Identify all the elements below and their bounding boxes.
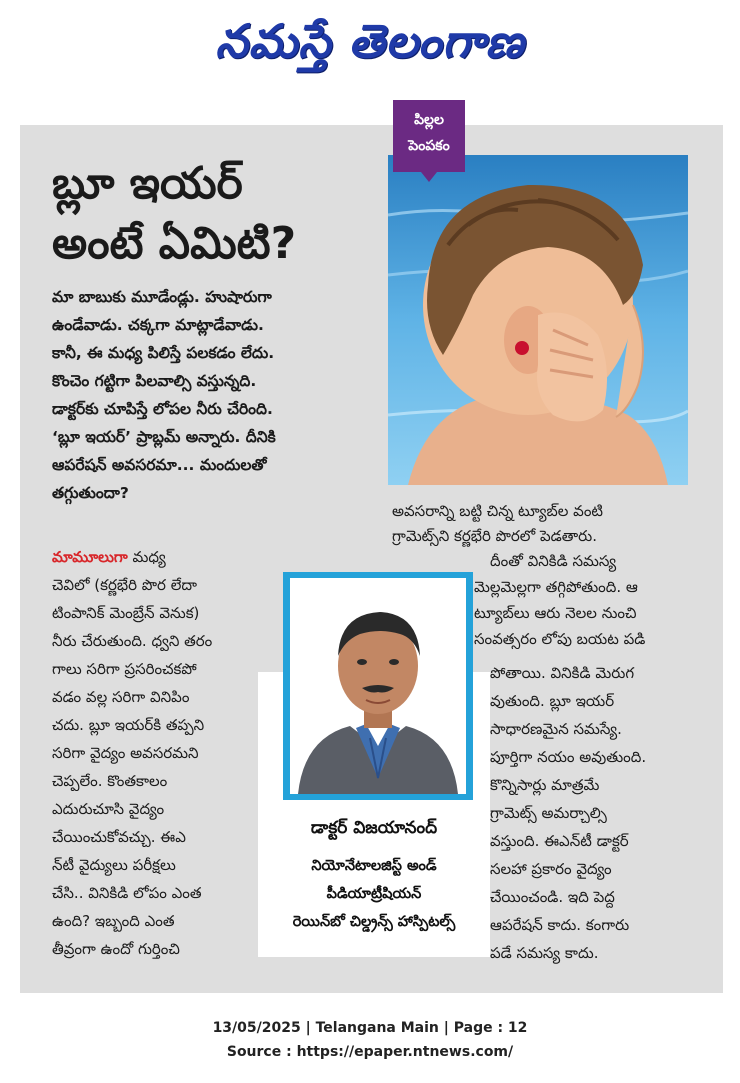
footer-source: Source : https://epaper.ntnews.com/	[226, 1044, 514, 1060]
answer-line: ఆపరేషన్ కాదు. కంగారు	[490, 916, 630, 934]
answer-line: వుతుంది. బ్లూ ఇయర్	[490, 692, 615, 710]
intro-line: ఉండేవాడు. చక్కగా మాట్లాడేవాడు.	[52, 316, 264, 334]
newspaper-title: నమస్తే తెలంగాణ	[215, 14, 525, 68]
doctor-title-line: నియోనేటాలజిస్ట్ అండ్	[311, 858, 437, 874]
doctor-photo	[290, 578, 466, 794]
answer-line: చెప్పలేం. కొంతకాలం	[52, 772, 168, 790]
intro-line: ఆపరేషన్ అవసరమా... మందులతో	[52, 456, 267, 474]
answer-line: చదు. బ్లూ ఇయర్‌కి తప్పని	[52, 716, 205, 734]
answer-line: సరిగా వైద్యం అవసరమని	[52, 744, 199, 762]
answer-line: తీవ్రంగా ఉందో గుర్తించి	[52, 940, 180, 958]
answer-line: దీంతో వినికిడి సమస్య	[490, 552, 617, 570]
answer-line: ఉంది? ఇబ్బంది ఎంత	[52, 912, 175, 930]
answer-line: గాలు సరిగా ప్రసరించకపో	[52, 660, 197, 678]
answer-line: గ్రామెట్స్‌ని కర్ణభేరి పొరలో పెడతారు.	[392, 527, 598, 545]
answer-line: పోతాయి. వినికిడి మెరుగ	[490, 664, 635, 682]
masthead	[0, 0, 740, 110]
intro-line: ‘బ్లూ ఇయర్’ ప్రాబ్లమ్ అన్నారు. దీనికి	[52, 428, 276, 446]
tag-line-1: పిల్లల	[414, 112, 444, 128]
answer-line: న్‌టీ వైద్యులు పరీక్షలు	[52, 856, 176, 874]
intro-line: కానీ, ఈ మధ్య పిలిస్తే పలకడం లేదు.	[52, 344, 275, 362]
headline-line-1: బ్లూ ఇయర్	[52, 158, 243, 209]
answer-line: గ్రామెట్స్ అమర్చాల్సి	[490, 804, 607, 822]
answer-line: ఎదురుచూసి వైద్యం	[52, 800, 165, 818]
intro-line: కొంచెం గట్టిగా పిలవాల్సి వస్తున్నది.	[52, 372, 257, 390]
answer-line: చేయించండి. ఇది పెద్ద	[490, 888, 615, 906]
doctor-title-line: రెయిన్‌బో చిల్డ్రన్స్ హాస్పిటల్స్	[292, 914, 456, 930]
category-tag	[393, 100, 465, 188]
intro-line: డాక్టర్‌కు చూపిస్తే లోపల నీరు చేరింది.	[52, 400, 273, 418]
answer-line: కొన్నిసార్లు మాత్రమే	[490, 776, 600, 794]
answer-line: సంవత్సరం లోపు బయట పడి	[474, 630, 646, 648]
answer-line: చేయించుకోవచ్చు. ఈఎ	[52, 828, 186, 846]
answer-line: నీరు చేరుతుంది. ధ్వని తరం	[52, 632, 213, 650]
answer-line: టింపానిక్ మెంబ్రేన్ వెనుక)	[52, 604, 200, 622]
answer-line: పూర్తిగా నయం అవుతుంది.	[490, 748, 647, 766]
footer-date-edition: 13/05/2025 | Telangana Main | Page : 12	[212, 1020, 528, 1036]
answer-line: మామూలుగా మధ్య	[52, 548, 166, 566]
answer-line: వడం వల్ల సరిగా వినిపిం	[52, 688, 190, 706]
answer-lead-word: మామూలుగా	[52, 548, 128, 566]
answer-line: అవసరాన్ని బట్టి చిన్న ట్యూబ్‌ల వంటి	[392, 502, 604, 520]
intro-line: మా బాబుకు మూడేండ్లు. హుషారుగా	[52, 288, 272, 306]
intro-line: తగ్గుతుందా?	[52, 484, 129, 502]
answer-line: చెవిలో (కర్ణభేరి పొర లేదా	[52, 576, 197, 594]
headline-line-2: అంటే ఏమిటి?	[52, 218, 297, 269]
answer-line: సాధారణమైన సమస్యే.	[490, 720, 622, 738]
answer-line: ట్యూబ్‌లు ఆరు నెలల నుంచి	[474, 604, 637, 622]
tag-line-2: పెంపకం	[408, 138, 450, 154]
answer-line: సలహా ప్రకారం వైద్యం	[490, 860, 612, 878]
answer-line: వస్తుంది. ఈఎన్‌టీ డాక్టర్	[490, 832, 629, 850]
doctor-title-line: పీడియాట్రీషియన్	[326, 886, 422, 902]
answer-line: పడే సమస్య కాదు.	[490, 944, 599, 962]
answer-line: చేసి.. వినికిడి లోపం ఎంత	[52, 884, 202, 902]
doctor-name: డాక్టర్ విజయానంద్	[310, 818, 438, 838]
answer-line: మెల్లమెల్లగా తగ్గిపోతుంది. ఆ	[474, 578, 638, 596]
child-ear-photo	[388, 155, 688, 485]
